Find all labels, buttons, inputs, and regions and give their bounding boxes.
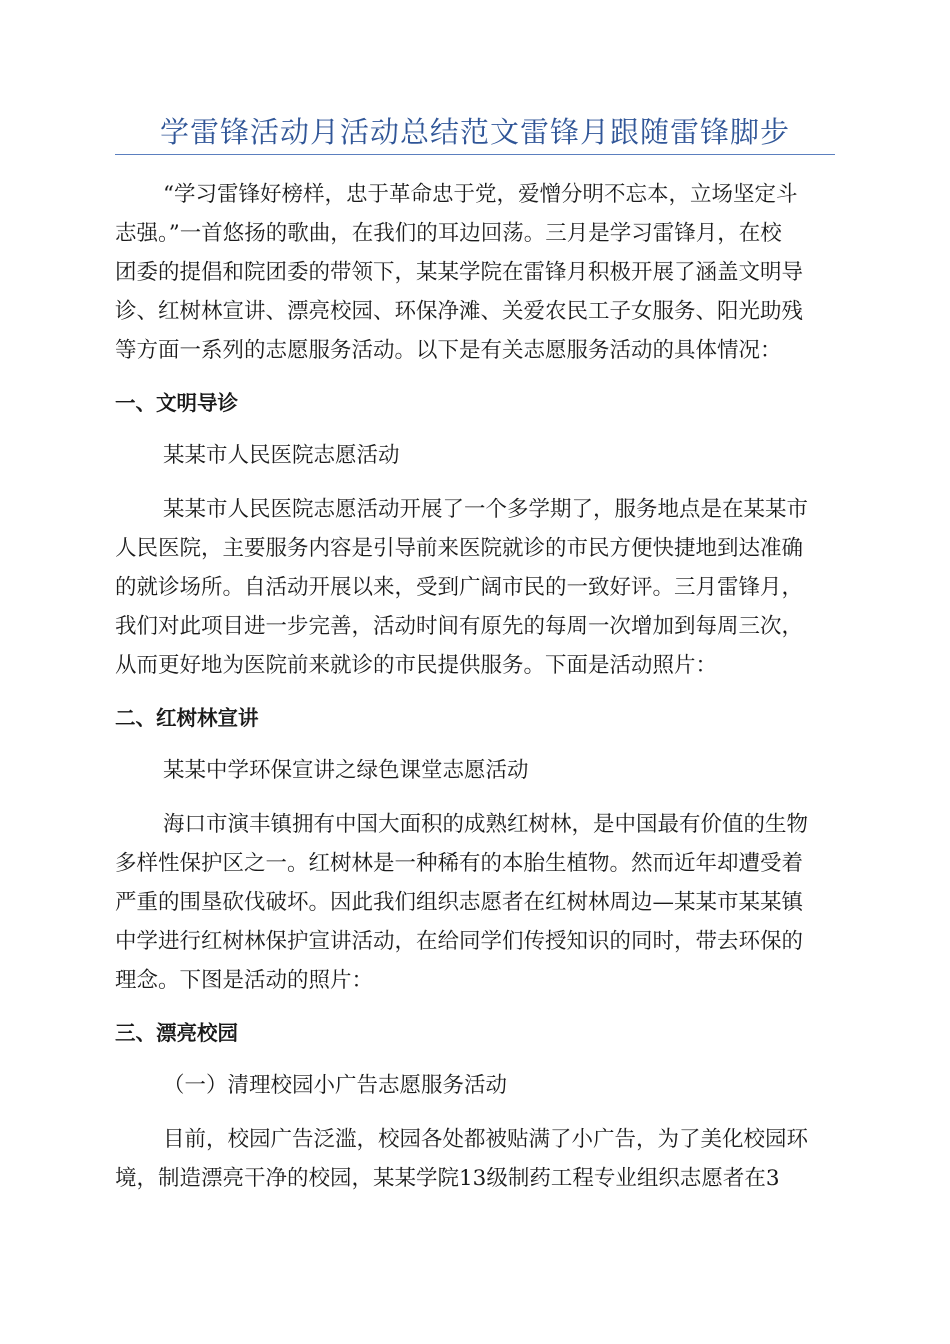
intro-line: 志强。”一首悠扬的歌曲，在我们的耳边回荡。三月是学习雷锋月，在校 [115,221,782,246]
body-line: 严重的围垦砍伐破坏。因此我们组织志愿者在红树林周边—某某市某某镇 [115,890,804,915]
body-line: 人民医院，主要服务内容是引导前来医院就诊的市民方便快捷地到达准确 [115,536,804,561]
body-line: 某某市人民医院志愿活动开展了一个多学期了，服务地点是在某某市 [163,497,809,522]
intro-line: 等方面一系列的志愿服务活动。以下是有关志愿服务活动的具体情况： [115,338,782,363]
body-line: 我们对此项目进一步完善，活动时间有原先的每周一次增加到每周三次， [115,614,804,639]
section-subtitle: 某某市人民医院志愿活动 [163,443,400,468]
section-subtitle: （一）清理校园小广告志愿服务活动 [163,1073,508,1098]
title-underline [115,154,835,155]
section-heading: 三、漂亮校园 [115,1021,238,1045]
body-line: 的就诊场所。自活动开展以来，受到广阔市民的一致好评。三月雷锋月， [115,575,804,600]
intro-line: 诊、红树林宣讲、漂亮校园、环保净滩、关爱农民工子女服务、阳光助残 [115,299,804,324]
body-line: 境，制造漂亮干净的校园，某某学院13级制药工程专业组织志愿者在3 [115,1166,780,1191]
body-line: 目前，校园广告泛滥，校园各处都被贴满了小广告，为了美化校园环 [163,1127,809,1152]
section-heading: 一、文明导诊 [115,391,238,415]
body-line: 海口市演丰镇拥有中国大面积的成熟红树林，是中国最有价值的生物 [163,812,809,837]
body-line: 多样性保护区之一。红树林是一种稀有的本胎生植物。然而近年却遭受着 [115,851,804,876]
intro-line: “学习雷锋好榜样，忠于革命忠于党，爱憎分明不忘本，立场坚定斗 [163,182,798,207]
body-line: 中学进行红树林保护宣讲活动，在给同学们传授知识的同时，带去环保的 [115,929,804,954]
intro-line: 团委的提倡和院团委的带领下，某某学院在雷锋月积极开展了涵盖文明导 [115,260,804,285]
section-subtitle: 某某中学环保宣讲之绿色课堂志愿活动 [163,758,529,783]
document-title: 学雷锋活动月活动总结范文雷锋月跟随雷锋脚步 [159,115,790,149]
section-heading: 二、红树林宣讲 [115,706,259,730]
body-line: 理念。下图是活动的照片： [115,968,374,993]
body-line: 从而更好地为医院前来就诊的市民提供服务。下面是活动照片： [115,653,718,678]
